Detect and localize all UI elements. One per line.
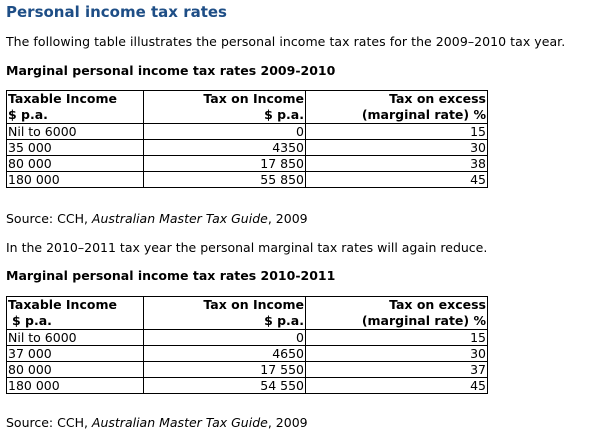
marginal-rate-cell: 15 [306, 124, 488, 140]
header-line2: (marginal rate) % [361, 313, 486, 328]
header-taxable-income [7, 297, 144, 330]
header-line1: Tax on Income [203, 91, 304, 106]
source-prefix: Source: CCH, [6, 415, 92, 430]
header-line2: $ p.a. [264, 107, 304, 122]
taxable-income-cell: 180 000 [7, 172, 144, 188]
marginal-rate-cell: 30 [306, 140, 488, 156]
taxable-income-cell: Nil to 6000 [7, 124, 144, 140]
tax-on-income-cell: 4650 [144, 346, 306, 362]
tax-on-income-cell: 4350 [144, 140, 306, 156]
header-line2: $ p.a. [12, 313, 52, 328]
header-tax-on-income [144, 91, 306, 124]
source-suffix: , 2009 [267, 211, 308, 226]
marginal-rate-cell: 15 [306, 330, 488, 346]
table1-source [6, 211, 308, 226]
table-row [7, 124, 488, 140]
taxable-income-cell: 35 000 [7, 140, 144, 156]
header-tax-on-excess [306, 91, 488, 124]
marginal-rate-cell: 30 [306, 346, 488, 362]
table2-title: Marginal personal income tax rates 2010-2011 [6, 268, 336, 283]
between-note: In the 2010–2011 tax year the personal marginal tax rates will again reduce. [6, 240, 488, 255]
header-line1: Taxable Income [8, 91, 117, 106]
taxable-income-cell: Nil to 6000 [7, 330, 144, 346]
marginal-rate-cell: 45 [306, 378, 488, 394]
taxable-income-cell: 80 000 [7, 362, 144, 378]
table-row [7, 378, 488, 394]
header-line1: Taxable Income [8, 297, 117, 312]
page-title: Personal income tax rates [6, 3, 227, 21]
taxable-income-cell: 80 000 [7, 156, 144, 172]
source-title: Australian Master Tax Guide [91, 211, 268, 226]
table-row [7, 330, 488, 346]
tax-on-income-cell: 55 850 [144, 172, 306, 188]
marginal-rate-cell: 38 [306, 156, 488, 172]
header-tax-on-income [144, 297, 306, 330]
source-title: Australian Master Tax Guide [91, 415, 268, 430]
tax-on-income-cell: 17 850 [144, 156, 306, 172]
header-line2: $ p.a. [264, 313, 304, 328]
tax-on-income-cell: 0 [144, 330, 306, 346]
header-line1: Tax on excess [389, 297, 486, 312]
header-tax-on-excess [306, 297, 488, 330]
taxable-income-cell: 37 000 [7, 346, 144, 362]
source-prefix: Source: CCH, [6, 211, 92, 226]
table-row [7, 346, 488, 362]
tax-on-income-cell: 0 [144, 124, 306, 140]
tax-rates-table-2010-2011 [6, 296, 488, 394]
header-line1: Tax on Income [203, 297, 304, 312]
intro-text: The following table illustrates the personal income tax rates for the 2009–2010 tax year. [6, 34, 566, 49]
tax-rates-table-2009-2010 [6, 90, 488, 188]
table1-title: Marginal personal income tax rates 2009-2010 [6, 63, 336, 78]
marginal-rate-cell: 37 [306, 362, 488, 378]
table-header-row [7, 91, 488, 124]
header-line1: Tax on excess [389, 91, 486, 106]
header-line2: (marginal rate) % [361, 107, 486, 122]
header-line2: $ p.a. [8, 107, 48, 122]
table-row [7, 140, 488, 156]
taxable-income-cell: 180 000 [7, 378, 144, 394]
header-taxable-income [7, 91, 144, 124]
tax-on-income-cell: 17 550 [144, 362, 306, 378]
table-row [7, 172, 488, 188]
marginal-rate-cell: 45 [306, 172, 488, 188]
table2-source [6, 415, 308, 430]
source-suffix: , 2009 [267, 415, 308, 430]
table-row [7, 362, 488, 378]
table-row [7, 156, 488, 172]
tax-on-income-cell: 54 550 [144, 378, 306, 394]
table-header-row [7, 297, 488, 330]
